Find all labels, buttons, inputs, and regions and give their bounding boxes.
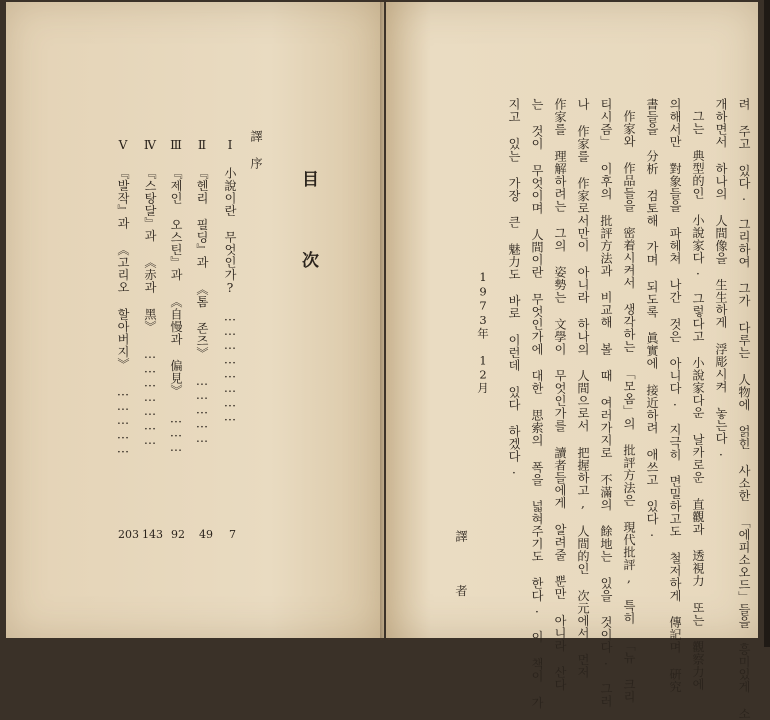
preface-line-3: 그는 典型的인 小說家다. 그렇다고 小說家다운 날카로운 直觀과 透視力 또는 觀察力에 [691,110,705,691]
toc-entry-4: Ⅳ 『스탕달』과 《赤과 黑》 ………………… [143,138,157,448]
preface-line-9: 作家를 理解하려는 그의 姿勢는 文學이 무엇인가를 讀者들에게 알려줄 뿐만 아니라 산다 [553,98,567,691]
background-edge [764,0,770,647]
toc-title: 目 次 [298,170,318,290]
toc-entry-1: Ⅰ 小說이란 무엇인가? …………………… [223,138,237,424]
right-page-preface [386,2,758,720]
preface-line-1: 려 주고 있다. 그리하여 그가 다루는 人物에 얽힌 사소한 「에피소오드」들을 흥미있게 소 [737,98,751,720]
toc-entry-1-page: 7 [229,528,236,541]
preface-line-11: 지고 있는 가장 큰 魅力도 바로 이런데 있다 하겠다. [507,98,521,477]
preface-line-7: 티시즘」 이후의 批評方法과 비교해 볼 때 여러가지로 不滿의 餘地는 있을 것이다. 그러 [599,98,613,708]
toc-entry-3: Ⅲ 『제인 오스틴』과 《自慢과 偏見》 ……… [169,138,183,455]
toc-entry-2: Ⅱ 『헨리 필딩』과 《톰 존즈》 …………… [195,138,209,446]
toc-entry-5-page: 203 [118,528,139,541]
preface-signature: 譯 者 [454,530,468,611]
preface-line-5: 書들을 分析 검토해 가며 되도록 眞實에 接近하려 애쓰고 있다. [645,98,659,540]
preface-line-4: 의해서만 對象들을 파헤쳐 나간 것은 아니다. 지극히 면밀하고도 철저하게 傳記며 硏究 [668,98,682,693]
preface-date: 1973年 12月 [476,270,490,394]
toc-entry-3-page: 92 [171,528,185,541]
preface-line-6: 作家와 作品들을 密着시켜서 생각하는 「모옴」의 批評方法은 現代批評, 특히 「뉴 크리 [622,110,636,703]
toc-entry-5: Ⅴ 『발작』과 《고리오 할아버지》 …………… [116,138,130,456]
preface-line-8: 나 作家를 作家로서만이 아니라 하나의 人間으로서 把握하고, 人間的인 次元에서 먼저 [576,98,590,679]
preface-line-2: 개하면서 하나의 人間像을 生生하게 浮彫시켜 놓는다. [714,98,728,459]
book-spread [6,0,766,720]
toc-entry-2-page: 49 [199,528,213,541]
preface-line-10: 는 것이 무엇이며 人間이란 무엇인가에 대한 思索의 폭을 넓혀주기도 한다. 이 책이 가 [530,98,544,709]
toc-preface: 譯 序 [249,130,263,170]
toc-entry-4-page: 143 [142,528,163,541]
left-page-table-of-contents [6,2,384,638]
